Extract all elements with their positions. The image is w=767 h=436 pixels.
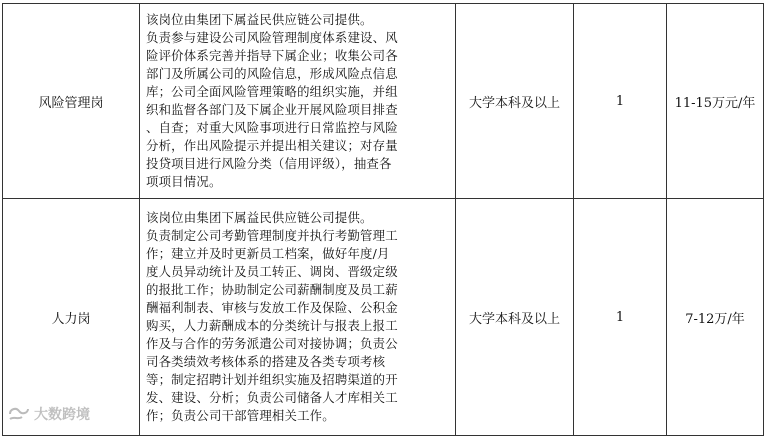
duty-cell xyxy=(140,199,456,436)
duty-line: 险评价体系完善并指导下属企业；收集公司各 xyxy=(146,48,398,63)
salary-cell: 7-12万/年 xyxy=(667,199,764,436)
table-row xyxy=(3,4,764,199)
watermark-text: 大数跨境 xyxy=(34,407,90,423)
position-cell: 人力岗 xyxy=(3,199,140,436)
brand-logo-icon xyxy=(8,406,30,422)
duty-line: 织和监督各部门及下属企业开展风险项目排查 xyxy=(146,102,398,117)
duty-cell xyxy=(140,4,456,199)
duty-line: 司各类绩效考核体系的搭建及各类专项考核 xyxy=(146,354,386,369)
duty-line: 作；负责公司干部管理相关工作。 xyxy=(146,408,335,423)
duty-line: 该岗位由集团下属益民供应链公司提供。 xyxy=(146,210,373,225)
duty-line: 度人员异动统计及员工转正、调岗、晋级定级 xyxy=(146,264,398,279)
headcount-cell: 1 xyxy=(574,4,667,199)
duty-line: 的报批工作；协助制定公司薪酬制度及员工薪 xyxy=(146,282,398,297)
duty-line: 作；建立并及时更新员工档案，做好年度/月 xyxy=(146,246,390,261)
duty-line: 购买，人力薪酬成本的分类统计与报表上报工 xyxy=(146,318,398,333)
duty-line: 分析，作出风险提示并提出相关建议；对存量 xyxy=(146,138,398,153)
duty-line: 投贷项目进行风险分类（信用评级），抽查各 xyxy=(146,156,392,171)
duty-line: 部门及所属公司的风险信息，形成风险点信息 xyxy=(146,66,398,81)
duty-line: 库；公司全面风险管理策略的组织实施，并组 xyxy=(146,84,398,99)
job-table xyxy=(2,3,764,436)
education-cell: 大学本科及以上 xyxy=(456,4,574,199)
duty-line: 发、建设、分析；负责公司储备人才库相关工 xyxy=(146,390,398,405)
duty-line: 酬福利制表、审核与发放工作及保险、公积金 xyxy=(146,300,398,315)
watermark xyxy=(8,404,90,424)
duty-line: 等；制定招聘计划并组织实施及招聘渠道的开 xyxy=(146,372,398,387)
position-cell: 风险管理岗 xyxy=(3,4,140,199)
duty-line: 作及与合作的劳务派遣公司对接协调；负责公 xyxy=(146,336,398,351)
duty-line: 项项目情况。 xyxy=(146,174,222,189)
education-cell: 大学本科及以上 xyxy=(456,199,574,436)
duty-line: 该岗位由集团下属益民供应链公司提供。 xyxy=(146,12,373,27)
duty-line: 负责参与建设公司风险管理制度体系建设、风 xyxy=(146,30,398,45)
duty-line: 负责制定公司考勤管理制度并执行考勤管理工 xyxy=(146,228,398,243)
salary-cell: 11-15万元/年 xyxy=(667,4,764,199)
headcount-cell: 1 xyxy=(574,199,667,436)
table-row xyxy=(3,199,764,436)
duty-line: 、自查；对重大风险事项进行日常监控与风险 xyxy=(146,120,398,135)
